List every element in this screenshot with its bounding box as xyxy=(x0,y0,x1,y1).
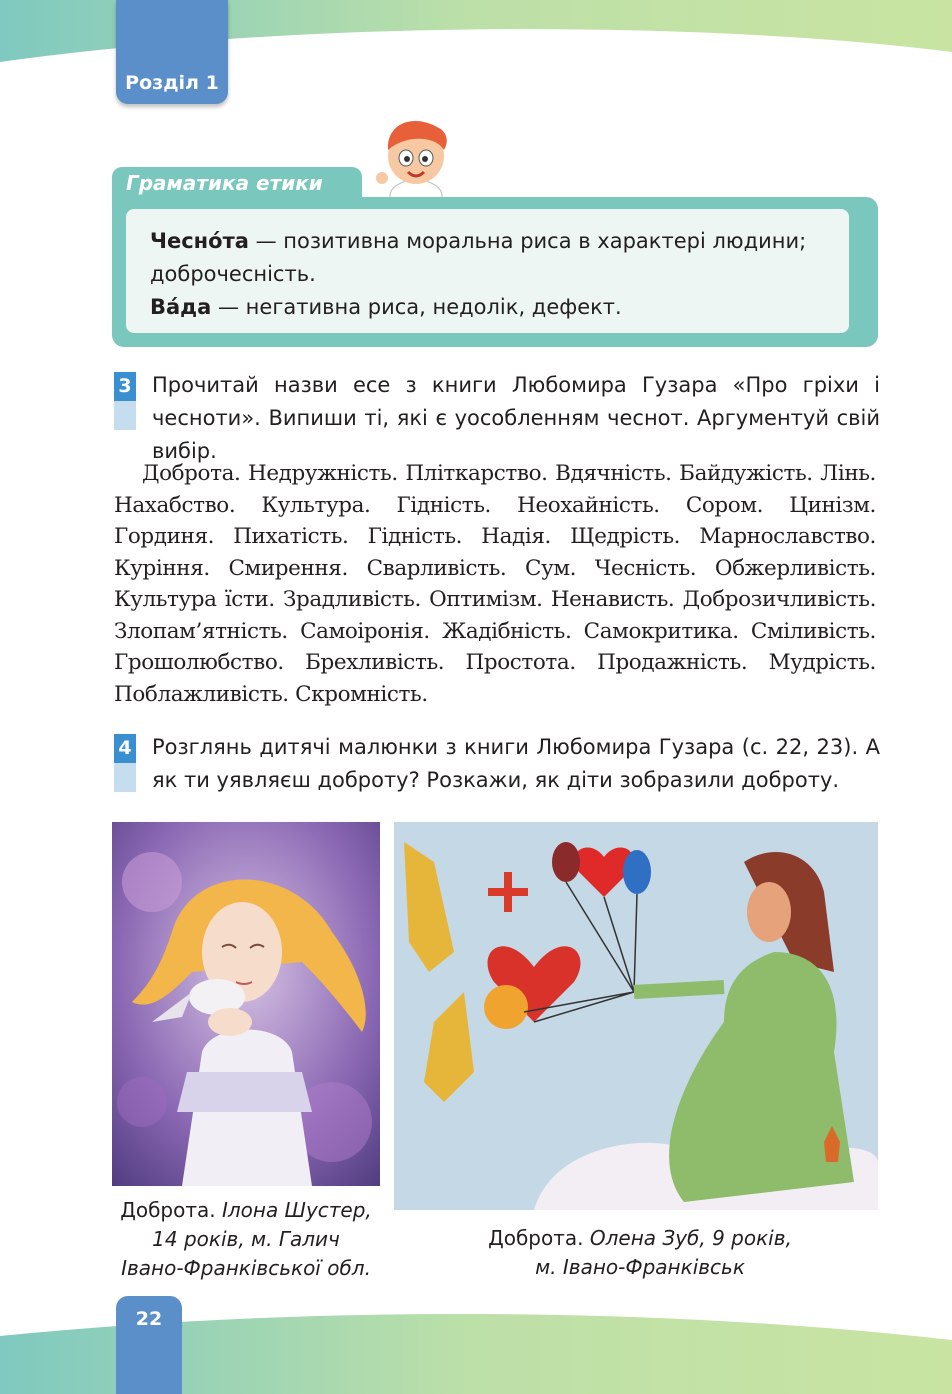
term-chesnota: Чесно́та xyxy=(150,229,249,253)
task-4-marker xyxy=(114,734,136,792)
task-3-text: Прочитай назви есе з книги Любомира Гузара «Про гріхи і чесноти». Випиши ті, які є уособленням чеснот. Аргументуй свій вибір. xyxy=(152,373,880,463)
grammar-box xyxy=(112,197,878,347)
caption-2-title: Доброта. xyxy=(488,1226,584,1250)
caption-drawing-2 xyxy=(440,1224,840,1282)
caption-1-author: Ілона Шустер, xyxy=(215,1198,372,1222)
caption-1-region: Івано-Франківської обл. xyxy=(121,1256,371,1280)
task-3-marker xyxy=(114,372,136,430)
grammar-box-title: Граматика етики xyxy=(126,171,323,195)
grammar-box-label xyxy=(112,167,362,201)
grammar-box-inner xyxy=(126,209,849,333)
page-number-tab xyxy=(116,1296,182,1394)
task-4-text: Розглянь дитячі малюнки з книги Любомира Гузара (с. 22, 23). А як ти уявляєш доброту? Розкажи, як діти зобразили доброту. xyxy=(152,735,880,792)
definition-chesnota: — позитивна моральна риса в характері людини; доброчесність. xyxy=(150,229,807,286)
mascot-boy-illustration xyxy=(376,112,456,210)
task-4-number: 4 xyxy=(114,734,136,763)
section-tab xyxy=(116,0,228,104)
section-label: Розділ 1 xyxy=(125,72,219,94)
page-number: 22 xyxy=(135,1308,163,1330)
caption-2-author: Олена Зуб, 9 років, xyxy=(583,1226,792,1250)
essay-titles-list: Доброта. Недружність. Пліткарство. Вдячність. Байдужість. Лінь. Нахабство. Культура. Гідність. Неохайність. Сором. Цинізм. Гординя. Пихатість. Гідність. Надія. Щедрість. Марнославство. Куріння. Смирення. Сварливість. Сум. Чесність. Обжерливість. Культура їсти. Зрадливість. Оптимізм. Ненависть. Доброзичливість. Злопам’ятність. Самоіронія. Жадібність. Самокритика. Сміливість. Грошолюбство. Брехливість. Простота. Продажність. Мудрість. Поблажливість. Скромність. xyxy=(114,461,876,707)
drawing-woman-with-balloons xyxy=(394,822,878,1210)
caption-2-city: м. Івано-Франківськ xyxy=(535,1255,745,1279)
grammar-definitions xyxy=(150,225,850,324)
caption-drawing-1 xyxy=(106,1196,386,1283)
caption-1-age-city: 14 років, м. Галич xyxy=(152,1227,340,1251)
definition-vada: — негативна риса, недолік, дефект. xyxy=(211,295,622,319)
task-3-number: 3 xyxy=(114,372,136,401)
caption-1-title: Доброта. xyxy=(120,1198,216,1222)
drawing-girl-with-dove xyxy=(112,822,380,1186)
term-vada: Ва́да xyxy=(150,295,212,319)
